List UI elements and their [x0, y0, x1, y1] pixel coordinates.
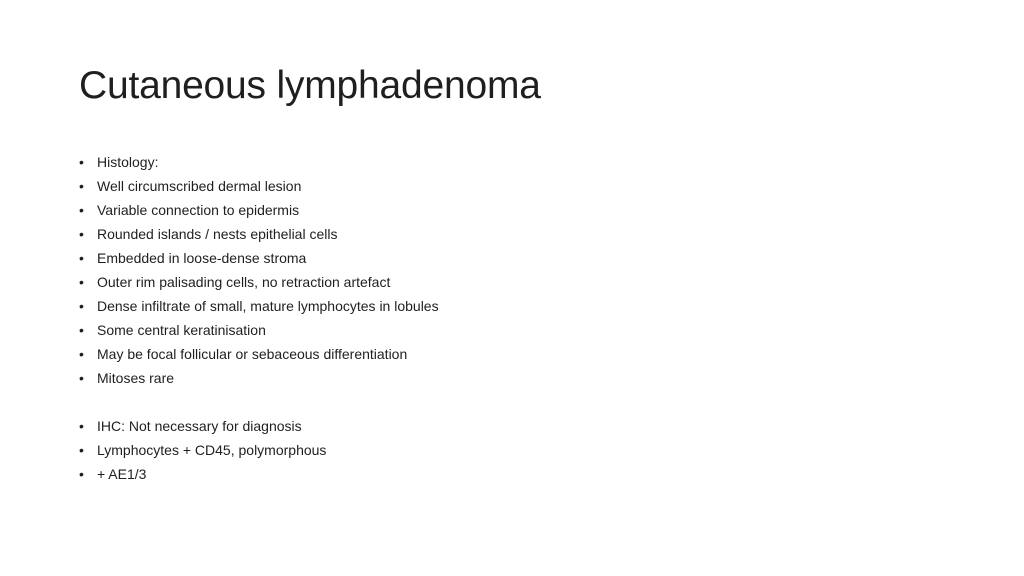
list-item-text: IHC: Not necessary for diagnosis — [97, 418, 302, 434]
list-item — [79, 198, 939, 222]
bullet-marker: • — [79, 418, 84, 434]
bullet-marker: • — [79, 154, 84, 170]
bullet-marker: • — [79, 466, 84, 482]
list-item — [79, 174, 939, 198]
list-item-text: Dense infiltrate of small, mature lymphocytes in lobules — [97, 298, 439, 314]
bullet-marker: • — [79, 274, 84, 290]
bullet-list — [79, 150, 939, 486]
list-item — [79, 222, 939, 246]
list-item-text: Well circumscribed dermal lesion — [97, 178, 302, 194]
list-item — [79, 318, 939, 342]
list-item — [79, 294, 939, 318]
bullet-marker: • — [79, 442, 84, 458]
bullet-marker: • — [79, 298, 84, 314]
list-item — [79, 366, 939, 390]
bullet-marker: • — [79, 226, 84, 242]
list-item-text: Rounded islands / nests epithelial cells — [97, 226, 338, 242]
list-item-text: Outer rim palisading cells, no retraction artefact — [97, 274, 391, 290]
list-spacer — [79, 390, 939, 414]
list-item-text: Some central keratinisation — [97, 322, 266, 338]
list-item — [79, 342, 939, 366]
list-item-text: Histology: — [97, 154, 159, 170]
list-item-text: Embedded in loose-dense stroma — [97, 250, 307, 266]
list-item — [79, 414, 939, 438]
list-item-text: May be focal follicular or sebaceous differentiation — [97, 346, 408, 362]
slide-title: Cutaneous lymphadenoma — [79, 64, 541, 107]
list-item-text: Lymphocytes + CD45, polymorphous — [97, 442, 327, 458]
list-item-text: Variable connection to epidermis — [97, 202, 300, 218]
list-item — [79, 150, 939, 174]
list-item — [79, 246, 939, 270]
bullet-marker: • — [79, 346, 84, 362]
list-item-text: Mitoses rare — [97, 370, 175, 386]
list-item-text: + AE1/3 — [97, 466, 147, 482]
list-item — [79, 438, 939, 462]
list-item — [79, 270, 939, 294]
bullet-marker: • — [79, 250, 84, 266]
list-item — [79, 462, 939, 486]
bullet-marker: • — [79, 322, 84, 338]
bullet-marker: • — [79, 202, 84, 218]
bullet-marker: • — [79, 178, 84, 194]
bullet-marker: • — [79, 370, 84, 386]
